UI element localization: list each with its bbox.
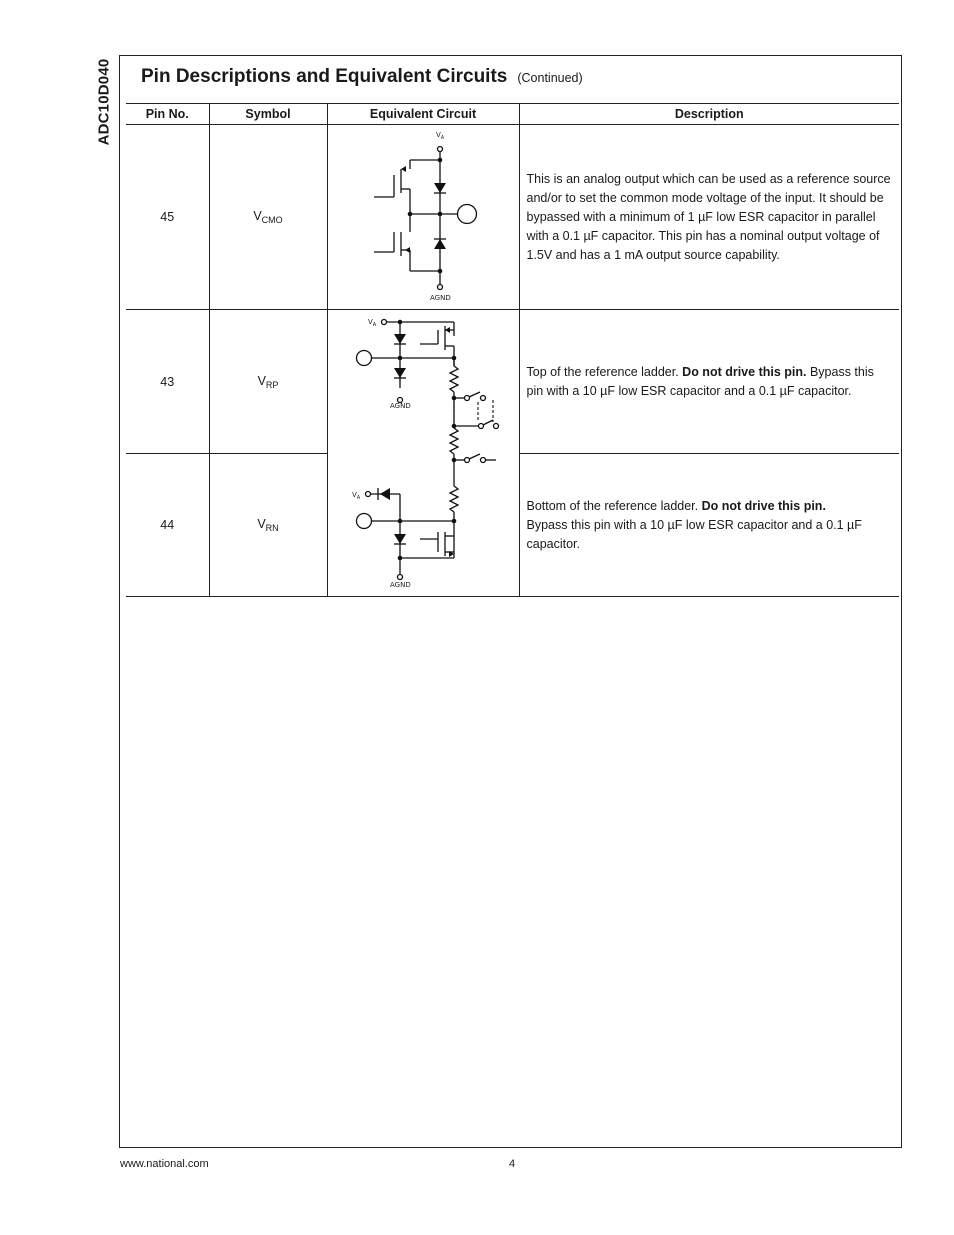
equivalent-circuit-ladder (327, 310, 519, 597)
pin-symbol: $V_{RP}$ (209, 310, 327, 454)
part-number-side-label: ADC10D040 (95, 58, 113, 146)
pin-description: Top of the reference ladder. Do not drive this pin. Bypass this pin with a 10 µF low ESR capacitor and a 0.1 µF capacitor. (519, 310, 899, 454)
table-row (126, 125, 899, 310)
pin-symbol: $V_{CMO}$ (209, 125, 327, 310)
pin-description: Bottom of the reference ladder. Do not drive this pin. Bypass this pin with a 10 µF low ESR capacitor and a 0.1 µF capacitor. (519, 454, 899, 597)
table-row (126, 310, 899, 454)
vcmo-circuit-diagram (328, 125, 519, 306)
col-header-pin: Pin No. (126, 104, 209, 125)
pin-description-table (126, 103, 899, 597)
col-header-circuit: Equivalent Circuit (327, 104, 519, 125)
va-label-top: $V_A$ (367, 318, 376, 328)
agnd-label: AGND (429, 294, 451, 302)
va-label-bottom: $V_A$ (351, 491, 360, 501)
pin-number: 43 (126, 310, 209, 454)
reference-ladder-circuit-diagram (328, 310, 519, 593)
footer-url: www.national.com (120, 1158, 209, 1170)
continued-label: (Continued) (517, 71, 583, 85)
col-header-symbol: Symbol (209, 104, 327, 125)
agnd-label-bottom: AGND (389, 581, 411, 589)
page-number: 4 (509, 1158, 516, 1170)
section-title (141, 66, 583, 88)
equivalent-circuit-cmo (327, 125, 519, 310)
table-header-row (126, 104, 899, 125)
agnd-label-top: AGND (389, 402, 411, 410)
pin-number: 45 (126, 125, 209, 310)
section-title-text: Pin Descriptions and Equivalent Circuits (141, 66, 508, 87)
pin-description: This is an analog output which can be used as a reference source and/or to set the common mode voltage of the input. It should be bypassed with a minimum of 1 µF low ESR capacitor in parallel with a 0.1 µF capacitor. This pin has a nominal output voltage of 1.5V and has a 1 mA output source capability. (519, 125, 899, 310)
pin-number: 44 (126, 454, 209, 597)
va-label: $V_A$ (435, 131, 444, 141)
pin-symbol: $V_{RN}$ (209, 454, 327, 597)
col-header-description: Description (519, 104, 899, 125)
